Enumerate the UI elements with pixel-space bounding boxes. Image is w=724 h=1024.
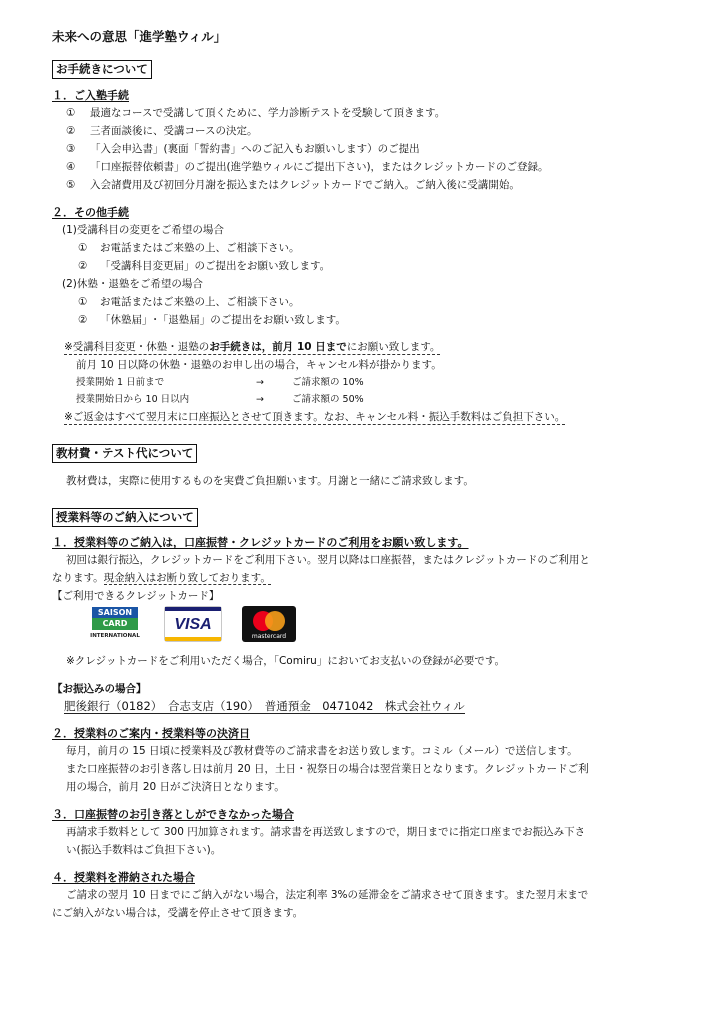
list-item-number: ② [66,125,76,137]
bank-account-info: 肥後銀行（0182） 合志支店（190） 普通預金 0471042 株式会社ウィル [64,699,465,713]
list-item: 入会諸費用及び初回分月謝を振込またはクレジットカードでご納入。ご納入後に受講開始。 [90,179,520,191]
refund-note: ※ご返金はすべて翌月末に口座振込とさせて頂きます。なお、キャンセル料・振込手数料はご負担下さい。 [64,411,566,423]
payment-text-line: 初回は銀行振込，クレジットカードをご利用下さい。翌月以降は口座振替，またはクレジットカードのご利用と [66,554,590,566]
subsection-title-overdue: ４．授業料を滞納された場合 [52,871,195,884]
list-item-number: ② [78,314,88,326]
case-label-course-change: (1)受講科目の変更をご希望の場合 [62,224,224,236]
fee-row-label: 授業開始 1 日前まで [76,377,165,388]
list-item: 「休塾届」･「退塾届」のご提出をお願い致します。 [100,314,346,326]
list-item: お電話またはご来塾の上、ご相談下さい。 [100,296,300,308]
mastercard-logo [242,606,296,642]
arrow-icon: → [256,377,264,388]
fee-row-label: 授業開始日から 10 日以内 [76,394,190,405]
overdue-text-line: ご請求の翌月 10 日までにご納入がない場合，法定利率 3%の延滞金をご請求させて頂きます。また翌月末まで [66,889,589,901]
list-item-number: ① [78,242,88,254]
visa-top-stripe [165,607,221,611]
deadline-note-lead: ※受講科目変更・休塾・退塾の [64,341,210,353]
subsection-title-failed-debit: ３．口座振替のお引き落としができなかった場合 [52,808,294,821]
payment-text-line [52,571,271,585]
page-title: 未来への意思「進学塾ウィル」 [52,29,227,44]
list-item: 三者面談後に、受講コースの決定。 [90,125,258,137]
billing-text-line: 毎月，前月の 15 日頃に授業料及び教材費等のご請求書をお送り致します。コミル（メール）で送信します。 [66,745,578,757]
list-item-number: ② [78,260,88,272]
section-heading-procedure: お手続きについて [52,60,152,79]
list-item-number: ⑤ [66,179,76,191]
section-heading-payment: 授業料等のご納入について [52,508,198,527]
saison-logo-mid: CARD [92,618,138,630]
materials-text: 教材費は，実際に使用するものを実費ご負担願います。月謝と一緒にご請求致します。 [66,475,474,487]
comiru-note: ※クレジットカードをご利用いただく場合，「Comiru」においてお支払いの登録が必要です。 [66,655,506,667]
subsection-title-billing: ２．授業料のご案内・授業料等の決済日 [52,727,250,740]
deadline-note-emphasis: お手続きは，前月 10 日まで [209,341,347,353]
billing-text-line: また口座振替のお引き落し日は前月 20 日，土日・祝祭日の場合は翌営業日となります。クレジットカードご利 [66,763,589,775]
payment-text-lead: なります。 [52,572,104,584]
fee-row-value: ご請求額の 10% [292,377,364,388]
billing-text-line: 用の場合，前月 20 日がご決済日となります。 [66,781,285,793]
arrow-icon: → [256,394,264,405]
overdue-text-line: にご納入がない場合は，受講を停止させて頂きます。 [52,907,304,919]
subsection-title-payment-method: １．授業料等のご納入は，口座振替・クレジットカードのご利用をお願い致します。 [52,536,469,549]
cash-refusal-note: 現金納入はお断り致しております。 [103,572,271,584]
cancel-fee-note: 前月 10 日以降の休塾・退塾のお申し出の場合，キャンセル料が掛かります。 [76,359,442,371]
mastercard-wordmark: mastercard [251,633,287,640]
case-label-leave: (2)休塾・退塾をご希望の場合 [62,278,203,290]
deadline-note-tail: にお願い致します。 [346,341,441,353]
list-item: 最適なコースで受講して頂くために、学力診断テストを受験して頂きます。 [90,107,446,119]
subsection-title-other: ２．その他手続 [52,206,129,219]
subsection-title-enrollment: １．ご入塾手続 [52,89,129,102]
list-item-number: ④ [66,161,76,173]
bank-transfer-label: 【お振込みの場合】 [52,683,147,695]
saison-logo-bottom: INTERNATIONAL [90,633,140,639]
saison-card-logo [88,606,142,642]
section-heading-materials: 教材費・テスト代について [52,444,197,463]
deadline-note [64,340,440,355]
credit-cards-label: 【ご利用できるクレジットカード】 [52,590,220,602]
visa-bottom-stripe [165,637,221,641]
list-item: 「入会申込書」(裏面「誓約書」へのご記入もお願いします）のご提出 [90,143,420,155]
failed-debit-text-line: 再請求手数料として 300 円加算されます。請求書を再送致しますので，期日までに指定口座までお振込み下さ [66,826,586,838]
list-item-number: ① [66,107,76,119]
failed-debit-text-line: い(振込手数料はご負担下さい)。 [66,844,222,856]
visa-wordmark: VISA [174,616,212,633]
fee-row-value: ご請求額の 50% [292,394,364,405]
list-item: 「口座振替依頼書」のご提出(進学塾ウィルにご提出下さい)，またはクレジットカードのご登録。 [90,161,549,173]
list-item-number: ③ [66,143,76,155]
list-item: お電話またはご来塾の上、ご相談下さい。 [100,242,300,254]
visa-card-logo [164,606,222,642]
list-item-number: ① [78,296,88,308]
list-item: 「受講科目変更届」のご提出をお願い致します。 [100,260,331,272]
saison-logo-top: SAISON [92,607,138,618]
